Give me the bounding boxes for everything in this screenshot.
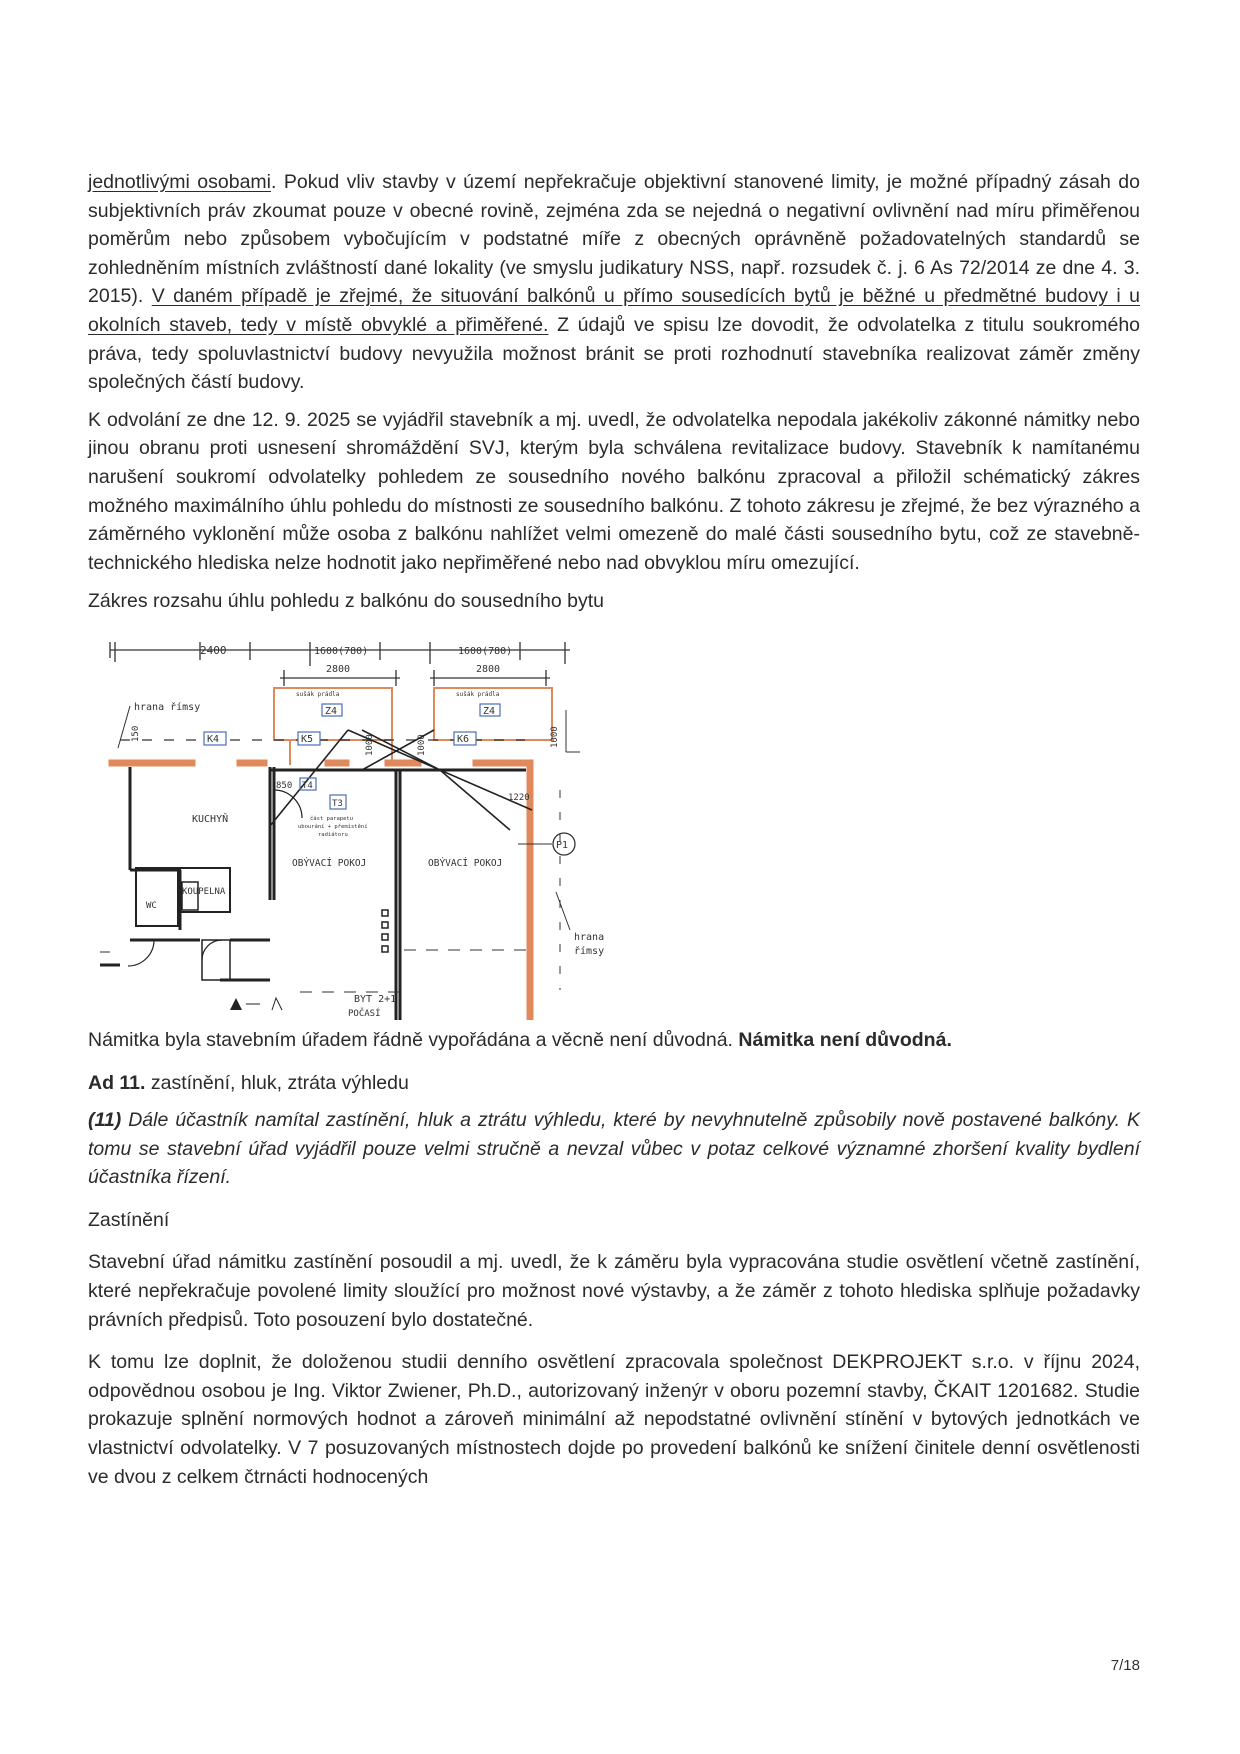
floor-plan-drawing [100,630,660,1020]
dim-2800-a: 2800 [326,663,351,675]
heading-zastineni: Zastínění [88,1208,170,1231]
dim-1000-b: 1000 [417,734,427,756]
ad11-title: zastínění, hluk, ztráta výhledu [145,1071,409,1094]
rimsy-label: římsy [574,945,605,957]
ubourani-label: ubourání + přemístění [298,823,368,830]
k5-label: K5 [301,733,314,745]
paragraph-2: K odvolání ze dne 12. 9. 2025 se vyjádřil stavebník a mj. uvedl, že odvolatelka nepodala jakékoliv zákonné námitky nebo jinou obranu proti usnesení shromáždění SVJ, kterým byla schválena revitalizace budovy. Stavebník k namítanému narušení soukromí odvolatelky pohledem ze sousedního nového balkónu zpracoval a přiložil schématický zákres možného maximálního úhlu pohledu do místnosti ze sousedního balkónu. Z tohoto zákresu je zřejmé, že bez výrazného a záměrného vyklonění může osoba z balkónu nahlížet velmi omezeně do malé části sousedního bytu, což ze stavebně-technického hlediska nelze hodnotit jako nepřiměřené nebo nad obvyklou míru omezující. [88,408,1140,574]
section-ad11 [88,1069,1140,1098]
pocasi-label: POČASÍ [348,1008,381,1019]
dim-2400: 2400 [200,643,227,657]
page-content [88,168,1140,1500]
kuchyn-label: KUCHYŇ [192,813,229,825]
para3-conclusion: Námitka není důvodná. [738,1028,952,1051]
dim-850: 850 [276,780,293,791]
dim-2800-b: 2800 [476,663,501,675]
byt-label: BYT 2+1 [354,993,397,1005]
hrana-label: hrana [574,931,605,943]
z4-label-b: Z4 [483,705,496,717]
quote-number: (11) [88,1109,122,1132]
para3-text: Námitka byla stavebním úřadem řádně vypořádána a věcně není důvodná. [88,1028,739,1051]
figure-caption: Zákres rozsahu úhlu pohledu z balkónu do sousedního bytu [88,590,605,613]
underlined-statement: V daném případě je zřejmé, že situování balkónů u přímo sousedících bytů je běžné u předmětné budovy i u okolních staveb, tedy v místě obvyklé a přiměřené. [88,285,1140,336]
hrana-rimsy-label: hrana římsy [134,701,201,713]
k6-label: K6 [457,733,470,745]
dim-1600-a: 1600(780) [314,645,369,657]
paragraph-1 [88,168,1140,397]
wc-label: WC [146,900,157,911]
quote-text: Dále účastník namítal zastínění, hluk a ztrátu výhledu, které by nevyhnutelně způsobily nově postavené balkóny. K tomu se stavební úřad vyjádřil pouze velmi stručně a nevzal vůbec v potaz celkové významné zhoršení kvality bydlení účastníka řízení. [88,1109,1140,1189]
p1-label: P1 [556,839,569,851]
t4-label: T4 [302,780,313,791]
obyvaci-pokoj-2-label: OBÝVACÍ POKOJ [428,857,503,869]
susak-label-b: sušák prádla [456,690,500,698]
paragraph-3 [88,1026,1140,1055]
paragraph-5: K tomu lze doplnit, že doloženou studii denního osvětlení zpracovala společnost DEKPROJEKT s.r.o. v říjnu 2024, odpovědnou osobou je Ing. Viktor Zwiener, Ph.D., autorizovaný inženýr v oboru pozemní stavby, ČKAIT 1201682. Studie prokazuje splnění normových hodnot a zároveň minimální až nepodstatné ovlivnění stínění v bytových jednotkách ve vlastnictví odvolatelky. V 7 posuzovaných místnostech dojde po provedení balkónů ke snížení činitele denní osvětlenosti ve dvou z celkem čtrnácti hodnocených [88,1351,1140,1488]
dim-1000-a: 1000 [365,734,375,756]
dim-1000-c: 1000 [550,726,560,748]
paragraph-4: Stavební úřad námitku zastínění posoudil a mj. uvedl, že k záměru byla vypracována studie osvětlení včetně zastínění, které nepřekračuje povolené limity sloužící pro možnost nové výstavby, a že záměr z tohoto hlediska splňuje požadavky právních předpisů. Toto posouzení bylo dostatečné. [88,1251,1140,1331]
dim-1220: 1220 [508,792,530,803]
page-number: 7/18 [1110,1657,1140,1674]
floor-plan-figure [100,630,660,1020]
ad11-number: Ad 11. [88,1071,146,1094]
koupelna-label: KOUPELNA [182,886,226,897]
radiatoru-label: radiátoru [318,831,348,838]
dim-1600-b: 1600(780) [458,645,513,657]
t3-label: T3 [332,798,343,809]
quoted-objection [88,1106,1140,1192]
para1-text-b: Z údajů ve spisu lze dovodit, že odvolatelka z titulu soukromého práva, tedy spoluvlastnictví budovy nevyužila možnost bránit se proti rozhodnutí stavebníka realizovat záměr změny společných částí budovy. [88,313,1141,394]
k4-label: K4 [207,733,220,745]
cast-parapetu-label: část parapetu [310,815,354,822]
dim-150: 150 [131,725,141,742]
z4-label-a: Z4 [325,705,338,717]
underlined-lead: jednotlivými osobami [88,171,272,193]
para1-text-a: . Pokud vliv stavby v území nepřekračuje objektivní stanovené limity, je možné případný zásah do subjektivních práv zkoumat pouze v obecné rovině, zejména zda se nejedná o negativní ovlivnění nad míru přiměřenou poměrům nebo způsobem vybočujícím v podstatné míře z obecných oprávněně požadovatelných standardů se zohledněním místních zvláštností dané lokality (ve smyslu judikatury NSS, např. rozsudek č. j. 6 As 72/2014 ze dne 4. 3. 2015). [88,171,1140,308]
obyvaci-pokoj-1-label: OBÝVACÍ POKOJ [292,857,367,869]
susak-label-a: sušák prádla [296,690,340,698]
